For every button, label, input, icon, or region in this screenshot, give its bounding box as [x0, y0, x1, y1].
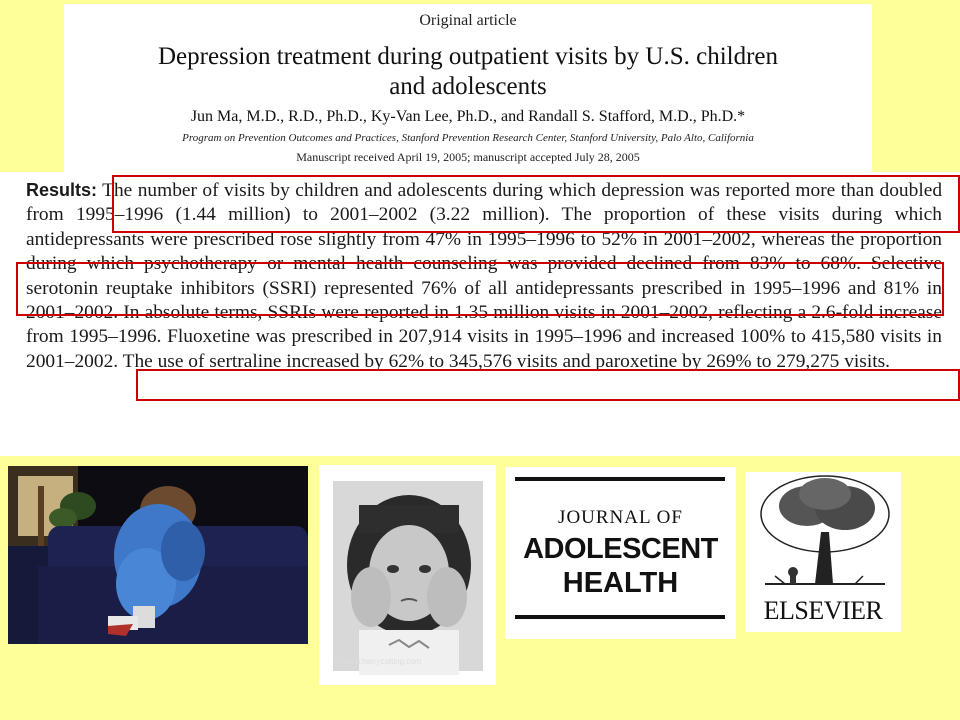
title-line-2: and adolescents [389, 73, 547, 100]
journal-logo-line-3: HEALTH [562, 567, 679, 599]
results-heading: Results: [26, 180, 98, 200]
article-affiliation: Program on Prevention Outcomes and Practices, Stanford Prevention Research Center, Stanford University, Palo Alto, California [182, 132, 754, 144]
journal-adolescent-health-logo [505, 467, 736, 639]
girl-photo-watermark: © www.harrycutting.com [335, 657, 422, 666]
manuscript-dates: Manuscript received April 19, 2005; manuscript accepted July 28, 2005 [296, 150, 640, 164]
logo-rule-bottom [515, 615, 725, 619]
article-title [64, 42, 872, 102]
elsevier-logo [745, 472, 901, 632]
journal-logo-line-2: ADOLESCENT [523, 533, 718, 565]
article-header [64, 4, 872, 176]
photo-girl-hands-on-cheeks [319, 465, 496, 685]
elsevier-wordmark: ELSEVIER [763, 596, 883, 625]
highlight-box-counseling [16, 262, 944, 316]
logo-rule-top [515, 477, 725, 481]
title-line-1: Depression treatment during outpatient visits by U.S. children [157, 43, 779, 70]
photo-boy-hugging-knees [8, 466, 308, 644]
article-authors: Jun Ma, M.D., R.D., Ph.D., Ky-Van Lee, Ph.D., and Randall S. Stafford, M.D., Ph.D.* [190, 108, 746, 125]
journal-logo-line-1: JOURNAL OF [558, 507, 683, 528]
boy-photo-illustration [8, 466, 308, 644]
girl-photo-illustration [319, 465, 496, 685]
elsevier-tree-icon [745, 472, 901, 596]
article-type-label: Original article [419, 12, 517, 29]
highlight-box-fluoxetine [136, 369, 960, 401]
highlight-box-visits [112, 175, 960, 233]
results-text: The number of visits by children and adolescents during which depression was reported more than doubled from 1995–1996 (1.44 million) to 2001–2002 (3.22 million). The proportion of these visits during which antidepressants were prescribed rose slightly from 47% in 1995–1996 to 52% in 2001–2002, whereas the proportion during which psychotherapy or mental health counseling was provided declined from 83% to 68%. Selective serotonin reuptake inhibitors (SSRI) represented 76% of all antidepressants prescribed in 1995–1996 and 81% in 2001–2002. In absolute terms, SSRIs were reported in 1.35 million visits in 2001–2002, reflecting a 2.6-fold increase from 1995–1996. Fluoxetine was prescribed in 207,914 visits in 1995–1996 and increased 100% to 415,580 visits in 2001–2002. The use of sertraline increased by 62% to 345,576 visits and paroxetine by 269% to 279,275 visits. [26, 180, 943, 372]
